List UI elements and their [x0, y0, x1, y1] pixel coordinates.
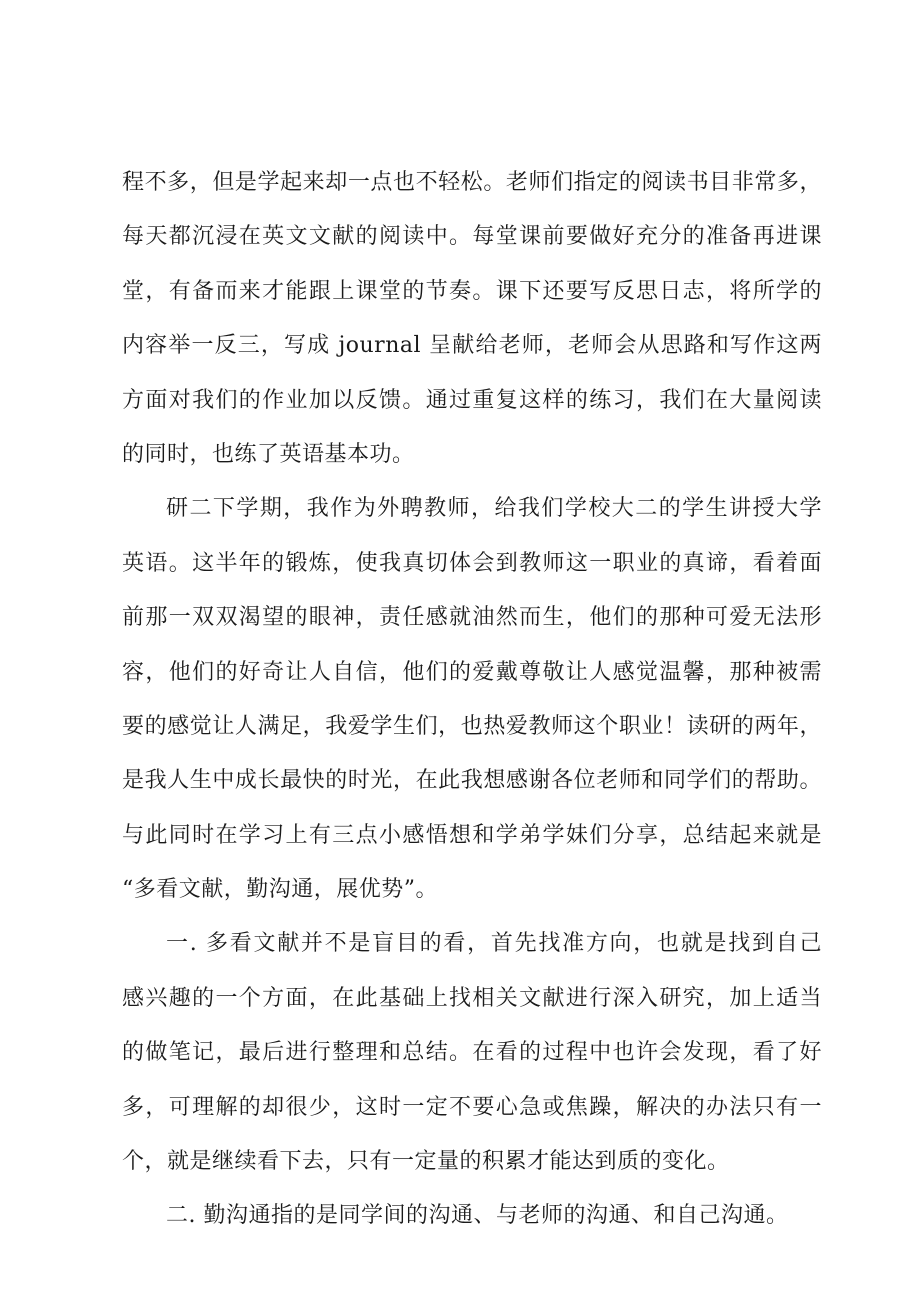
- text-line: 一. 多看文献并不是盲目的看，首先找准方向，也就是找到自己: [166, 931, 822, 957]
- text-line: 的同时，也练了英语基本功。: [122, 441, 415, 467]
- text-line: 感兴趣的一个方面，在此基础上找相关文献进行深入研究，加上适当: [122, 985, 822, 1011]
- text-line: 要的感觉让人满足，我爱学生们，也热爱教师这个职业！读研的两年，: [122, 713, 822, 739]
- text-line: 多，可理解的却很少，这时一定不要心急或焦躁，解决的办法只有一: [122, 1094, 822, 1120]
- text-line: 是我人生中成长最快的时光，在此我想感谢各位老师和同学们的帮助。: [122, 768, 822, 794]
- paragraph-1: [122, 156, 822, 482]
- text-line: 与此同时在学习上有三点小感悟想和学弟学妹们分享，总结起来就是: [122, 822, 822, 848]
- text-line: 堂，有备而来才能跟上课堂的节奏。课下还要写反思日志，将所学的: [122, 278, 822, 304]
- text-line: 前那一双双渴望的眼神，责任感就油然而生，他们的那种可爱无法形: [122, 605, 822, 631]
- text-line: 内容举一反三，写成 journal 呈献给老师，老师会从思路和写作这两: [122, 333, 822, 359]
- text-line: 程不多，但是学起来却一点也不轻松。老师们指定的阅读书目非常多，: [122, 170, 822, 195]
- text-line: 二. 勤沟通指的是同学间的沟通、与老师的沟通、和自己沟通。: [166, 1203, 789, 1229]
- paragraph-3: [122, 917, 822, 1189]
- text-line: 容，他们的好奇让人自信，他们的爱戴尊敬让人感觉温馨，那种被需: [122, 659, 822, 685]
- paragraph-4: [122, 1189, 822, 1243]
- text-line: 个，就是继续看下去，只有一定量的积累才能达到质的变化。: [122, 1149, 730, 1175]
- text-line: 研二下学期，我作为外聘教师，给我们学校大二的学生讲授大学: [166, 496, 822, 522]
- document-body: [122, 156, 822, 1244]
- text-line: “多看文献，勤沟通，展优势”。: [122, 877, 438, 903]
- text-line: 方面对我们的作业加以反馈。通过重复这样的练习，我们在大量阅读: [122, 387, 822, 413]
- text-line: 英语。这半年的锻炼，使我真切体会到教师这一职业的真谛，看着面: [122, 550, 822, 576]
- text-line: 的做笔记，最后进行整理和总结。在看的过程中也许会发现，看了好: [122, 1040, 822, 1066]
- paragraph-2: [122, 482, 822, 917]
- text-line: 每天都沉浸在英文文献的阅读中。每堂课前要做好充分的准备再进课: [122, 224, 822, 250]
